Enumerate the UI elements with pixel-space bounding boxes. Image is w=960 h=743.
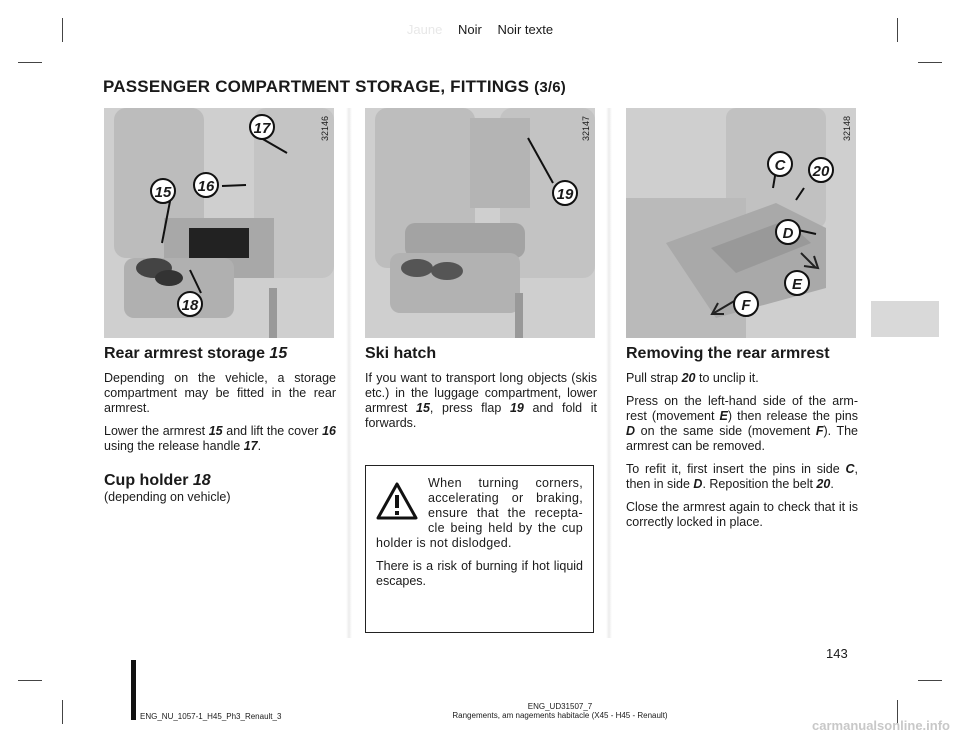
color-label-yellow: Jaune [406, 22, 443, 37]
photo-code: 32147 [581, 116, 591, 142]
photo-code: 32148 [842, 116, 852, 142]
paragraph: Pull strap 20 to unclip it. [626, 371, 759, 385]
callout-E: E [784, 270, 810, 296]
heading-ski-hatch: Ski hatch [365, 345, 437, 362]
warning-text: There is a risk of burning if hot liquid escapes. [376, 559, 583, 588]
paragraph: If you want to transport long objects (skis etc.) in the luggage compartment, lower armrest 15, press flap 19 and fold it forwards. [365, 371, 597, 430]
watermark: carmanualsonline.info [812, 718, 950, 733]
crop-mark [918, 680, 942, 681]
crop-mark [62, 700, 63, 724]
callout-C: C [767, 151, 793, 177]
color-label-black: Noir [457, 22, 482, 37]
color-label-black-text: Noir texte [497, 22, 554, 37]
callout-F: F [733, 291, 759, 317]
column-removing-armrest [626, 345, 858, 538]
color-separation-header [0, 22, 960, 37]
warning-triangle-icon [376, 482, 418, 520]
column-armrest-storage [104, 345, 336, 513]
heading-removing-armrest: Removing the rear armrest [626, 345, 830, 362]
crop-mark [18, 62, 42, 63]
callout-15: 15 [150, 178, 176, 204]
photo-removing-armrest [626, 108, 856, 338]
crop-mark [918, 62, 942, 63]
page-number: 143 [826, 646, 848, 661]
callout-20: 20 [808, 157, 834, 183]
margin-bar [131, 660, 136, 720]
callout-17: 17 [249, 114, 275, 140]
column-separator [346, 108, 352, 638]
chapter-tab [871, 301, 939, 337]
paragraph: To refit it, first insert the pins in side C, then in side D. Reposition the belt 20. [626, 462, 858, 491]
paragraph: Press on the left-hand side of the arm-rest (movement E) then release the pins D on the same side (movement F). The armrest can be removed. [626, 394, 858, 453]
callout-D: D [775, 219, 801, 245]
photo-armrest-storage [104, 108, 334, 338]
footer-left: ENG_NU_1057-1_H45_Ph3_Renault_3 [140, 712, 282, 721]
paragraph: Depending on the vehicle, a storage compartment may be fitted in the rear armrest. [104, 371, 336, 415]
ski-hatch-illustration [365, 108, 595, 338]
column-separator [606, 108, 612, 638]
page-title [103, 77, 566, 97]
warning-box [365, 465, 594, 633]
photo-ski-hatch [365, 108, 595, 338]
armrest-illustration [104, 108, 334, 338]
callout-16: 16 [193, 172, 219, 198]
column-ski-hatch [365, 345, 597, 439]
photo-code: 32146 [320, 116, 330, 142]
warning-text: When turning corners, accelerating or braking, ensure that the recepta-cle being held by the cup holder is not dislodged. [376, 476, 583, 550]
paragraph: Lower the armrest 15 and lift the cover 16 using the release handle 17. [104, 424, 336, 453]
title-main: PASSENGER COMPARTMENT STORAGE, FITTINGS [103, 77, 535, 96]
note: (depending on vehicle) [104, 490, 231, 504]
title-part: (3/6) [534, 79, 566, 96]
callout-18: 18 [177, 291, 203, 317]
heading-rear-armrest-storage: Rear armrest storage 15 [104, 345, 288, 362]
crop-mark [18, 680, 42, 681]
paragraph: Close the armrest again to check that it is correctly locked in place. [626, 500, 858, 529]
footer-right: ENG_UD31507_7 Rangements, am nagements habitacle (X45 - H45 - Renault) [452, 702, 668, 720]
heading-cup-holder: Cup holder 18 [104, 472, 211, 489]
callout-19: 19 [552, 180, 578, 206]
